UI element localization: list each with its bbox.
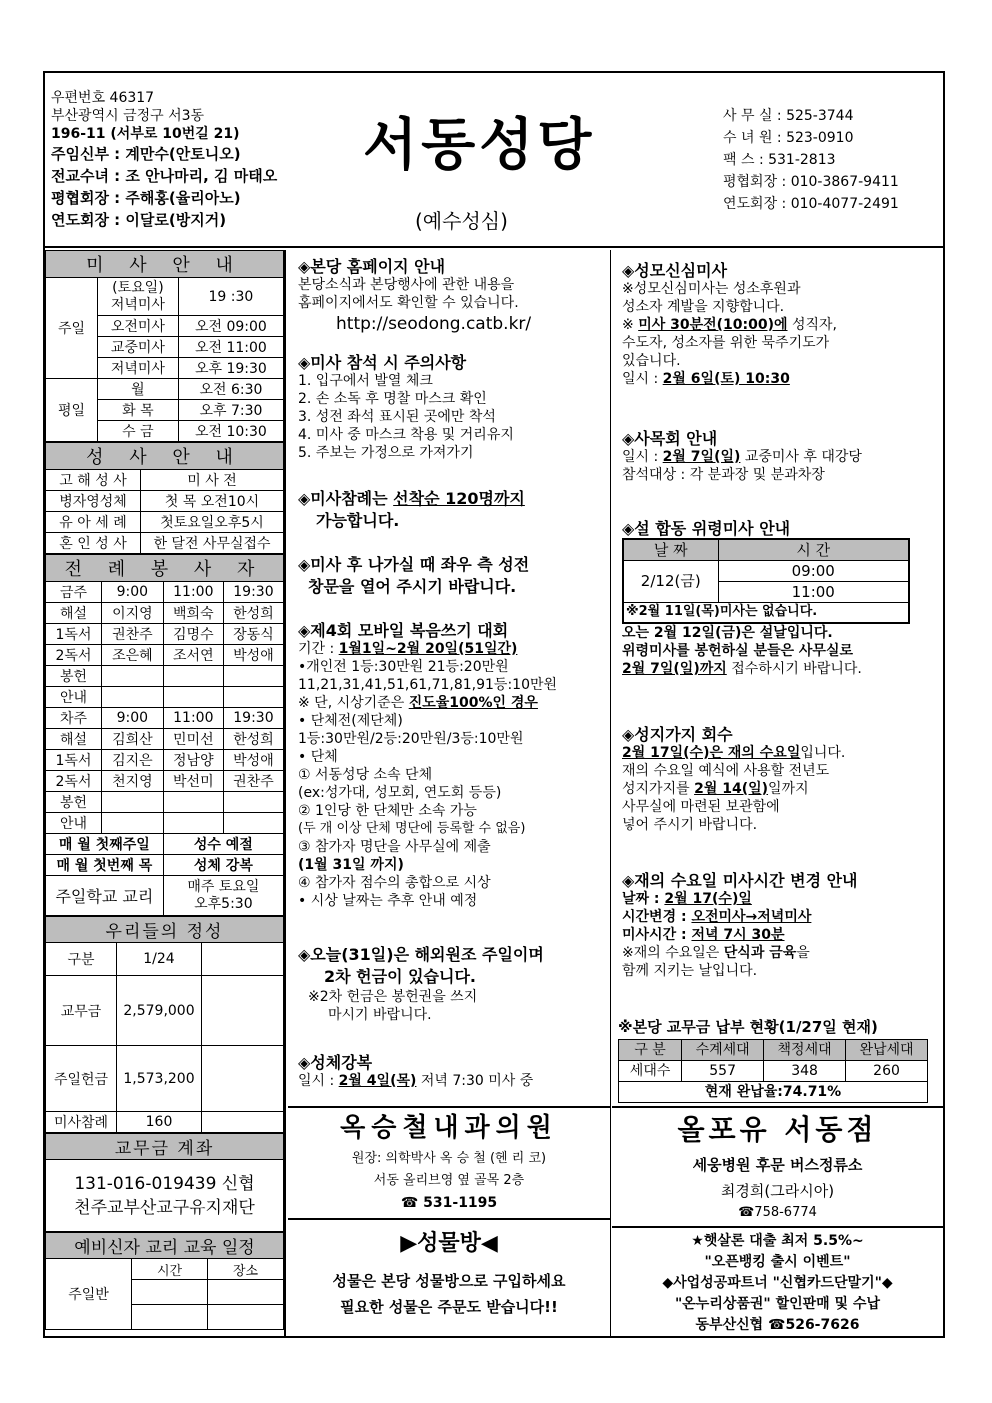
palm-text: 재의 수요일 예식에 사용할 전년도	[622, 763, 830, 779]
palm-heading: ◈성지가지 회수	[622, 725, 733, 744]
ash-note: 함께 지키는 날입니다.	[622, 963, 758, 979]
homepage-text: 홈페이지에서도 확인할 수 있습니다.	[298, 295, 519, 311]
offering-label: 미사참례	[46, 1112, 117, 1133]
marian-text: ※성모신심미사는 성소후원과	[622, 281, 801, 297]
server-name: 한성희	[223, 729, 283, 750]
mass-row: 교중미사	[98, 337, 179, 358]
offering-header: 구분	[46, 943, 117, 976]
mass-time: 오전 6:30	[178, 379, 283, 400]
contest-item: 1등:30만원/2등:20만원/3등:10만원	[298, 731, 524, 747]
server-name: 김명수	[163, 624, 223, 645]
gift-voucher: "온누리상품권" 할인판매 및 수납	[674, 1296, 881, 1312]
mass-time: 오후 19:30	[178, 358, 283, 379]
server-row	[46, 729, 284, 750]
mass-row: 화 목	[98, 400, 179, 421]
servers-week1	[46, 582, 284, 708]
server-name: 19:30	[223, 582, 283, 603]
middle-column	[288, 250, 611, 1106]
council-date: 2월 7일(일)	[662, 449, 741, 465]
server-name: 11:00	[163, 708, 223, 729]
mass-row: 월	[98, 379, 179, 400]
benediction: 성체 강복	[163, 855, 283, 876]
address-line1: 부산광역시 금정구 서3동	[51, 108, 205, 124]
account-holder: 천주교부산교구유지재단	[74, 1197, 255, 1218]
contest-criteria: ※ 단, 시상기준은	[298, 695, 409, 711]
new-year-text: 접수하시기 바랍니다.	[726, 661, 862, 677]
dues-heading: ※본당 교무금 납부 현황(1/27일 현재)	[618, 1018, 878, 1036]
openbanking-event: "오픈뱅킹 출시 이벤트"	[704, 1254, 851, 1270]
contest-item: (두 개 이상 단체 명단에 등록할 수 없음)	[298, 821, 526, 836]
attendance-rule: 2. 손 소독 후 명찰 마스크 확인	[298, 391, 487, 407]
nuns-tel: 수 녀 원 : 523-0910	[723, 130, 854, 146]
server-role: 금주	[46, 582, 102, 603]
mass-time: 오후 7:30	[178, 400, 283, 421]
sacrament-row: 혼 인 성 사	[46, 533, 141, 554]
council-place: 교중미사 후 대강당	[740, 449, 862, 465]
new-year-mass	[622, 520, 922, 678]
sacrament-time: 첫토요일오후5시	[141, 512, 284, 533]
limit-text2: 가능합니다.	[316, 511, 400, 530]
contest-item: ① 서동성당 소속 단체	[298, 767, 433, 783]
sacrament-row: 유 아 세 례	[46, 512, 141, 533]
gift-shop-title: ▶성물방◀	[400, 1231, 498, 1256]
account-title: 교무금 계좌	[46, 1134, 284, 1160]
sacrament-time: 미 사 전	[141, 470, 284, 491]
monthly-first-thursday: 매 월 첫번째 목	[46, 855, 164, 876]
server-row	[46, 582, 284, 603]
server-name: 9:00	[102, 582, 164, 603]
overseas-note: ※2차 헌금은 봉헌권을 쓰지	[308, 989, 478, 1005]
mass-title: 미 사 안 내	[46, 251, 284, 278]
adoration-label: 일시 :	[298, 1073, 339, 1089]
clinic-director: 원장: 의학박사 옥 승 철 (헨 리 코)	[351, 1151, 547, 1166]
server-role: 차주	[46, 708, 102, 729]
dues-table	[618, 1039, 928, 1103]
contest-item: ④ 참가자 점수의 총합으로 시상	[298, 875, 491, 891]
attendance-rule: 4. 미사 중 마스크 착용 및 거리유지	[298, 427, 514, 443]
server-row	[46, 687, 284, 708]
ny-header: 날 짜	[623, 539, 718, 560]
server-role: 1독서	[46, 750, 102, 771]
mass-time: 19 :30	[178, 278, 283, 316]
server-role: 안내	[46, 687, 102, 708]
sacrament-table	[45, 442, 284, 554]
adoration-heading: ◈성체강복	[298, 1053, 373, 1072]
contest-item: • 단체전(제단체)	[298, 713, 403, 729]
dues-header: 수계세대	[682, 1040, 764, 1061]
ash-note: 을	[796, 945, 810, 961]
pharmacy-name: 올포유 서동점	[677, 1113, 878, 1146]
server-name: 김지은	[102, 750, 164, 771]
server-name: 박선미	[163, 771, 223, 792]
holy-water-rite: 성수 예절	[163, 834, 283, 855]
right-column	[612, 250, 943, 1106]
council-tel: 평협회장 : 010-3867-9411	[723, 174, 899, 190]
postal-code: 우편번호 46317	[51, 90, 155, 106]
server-name: 권찬주	[223, 771, 283, 792]
credit-union-phone: 동부산신협 ☎526-7626	[695, 1317, 860, 1333]
server-name: 백희숙	[163, 603, 223, 624]
credit-union-ad	[612, 1226, 943, 1338]
server-name: 천지영	[102, 771, 164, 792]
new-year-text: 오는 2월 12일(금)은 설날입니다.	[622, 625, 833, 641]
palm-text: 넣어 주시기 바랍니다.	[622, 817, 758, 833]
clinic-ad	[288, 1106, 611, 1218]
attendance-notice	[298, 354, 514, 462]
sacrament-time: 한 달전 사무실접수	[141, 533, 284, 554]
server-name	[223, 792, 283, 813]
server-row	[46, 750, 284, 771]
attendance-rule: 1. 입구에서 발열 체크	[298, 373, 433, 389]
dues-header: 책정세대	[764, 1040, 846, 1061]
server-role: 안내	[46, 813, 102, 834]
new-year-deadline: 2월 7일(일)까지	[622, 661, 727, 677]
server-name: 19:30	[223, 708, 283, 729]
gift-shop-text: 성물은 본당 성물방으로 구입하세요	[332, 1272, 566, 1290]
marian-note: ※	[622, 317, 639, 333]
ash-change: 오전미사→저녁미사	[691, 909, 812, 925]
server-name	[223, 813, 283, 834]
attendance-rule: 5. 주보는 가정으로 가져가기	[298, 445, 474, 461]
homepage-heading: ◈본당 홈페이지 안내	[298, 257, 446, 276]
palm-text: 일까지	[768, 781, 809, 797]
palm-return	[622, 726, 845, 834]
adoration-date: 2월 4일(목)	[338, 1073, 417, 1089]
account-info	[46, 1160, 284, 1232]
server-name	[163, 813, 223, 834]
contest-item: • 시상 날짜는 추후 안내 예정	[298, 893, 478, 909]
contest-period-label: 기간 :	[298, 641, 339, 657]
attendance-heading: ◈미사 참석 시 주의사항	[298, 353, 467, 372]
server-row	[46, 792, 284, 813]
contest-item: • 단체	[298, 749, 338, 765]
address-line2: 196-11 (서부로 10번길 21)	[51, 126, 240, 142]
offering-label: 교무금	[46, 976, 117, 1046]
server-row	[46, 645, 284, 666]
window-notice	[298, 554, 529, 598]
pharmacy-location: 세웅병원 후문 버스정류소	[692, 1156, 863, 1174]
sacrament-title: 성 사 안 내	[46, 443, 284, 470]
server-row	[46, 708, 284, 729]
council-label: 일시 :	[622, 449, 663, 465]
adoration-time: 저녁 7:30 미사 중	[416, 1073, 534, 1089]
window-text2: 창문을 열어 주시기 바랍니다.	[308, 577, 517, 596]
youth-tel: 연도회장 : 010-4077-2491	[723, 196, 899, 212]
server-role: 1독서	[46, 624, 102, 645]
clinic-address: 서동 올리브영 옆 골목 2층	[373, 1173, 525, 1188]
sacrament-row: 병자영성체	[46, 491, 141, 512]
server-row	[46, 624, 284, 645]
contest-item: (ex:성가대, 성모회, 연도회 등등)	[298, 785, 502, 801]
ny-note: ※2월 11일(목)미사는 없습니다.	[623, 602, 909, 623]
server-name	[102, 813, 164, 834]
server-name	[102, 666, 164, 687]
limit-emphasis: 선착순 120명까지	[393, 489, 525, 508]
server-name	[223, 666, 283, 687]
contest-item: ③ 참가자 명단을 사무실에 제출	[298, 839, 491, 855]
clinic-phone: ☎ 531-1195	[400, 1195, 498, 1211]
catechumen-time: 시간	[132, 1259, 208, 1280]
marian-date: 2월 6일(토) 10:30	[662, 371, 790, 387]
ash-label: 미사시간 :	[622, 927, 692, 943]
catechumen-title: 예비신자 교리 교육 일정	[46, 1233, 284, 1259]
adoration-notice	[298, 1054, 533, 1090]
offering-title: 우리들의 정성	[46, 917, 284, 943]
server-name	[163, 792, 223, 813]
header	[45, 73, 943, 248]
card-terminal: ◆사업성공파트너 "신협카드단말기"◆	[662, 1275, 893, 1291]
palm-text: 성지가지를	[622, 781, 695, 797]
server-name: 박성애	[223, 645, 283, 666]
server-name: 한성희	[223, 603, 283, 624]
overseas-heading: ◈오늘(31일)은 해외원조 주일이며	[298, 945, 544, 964]
dues-rate: 현재 완납율:74.71%	[619, 1082, 928, 1103]
palm-date: 2월 17일(수)은 재의 수요일	[622, 745, 801, 761]
dues-header: 구 분	[619, 1040, 682, 1061]
youth-chair: 연도회장 : 이달로(방지거)	[51, 211, 227, 229]
homepage-url[interactable]: http://seodong.catb.kr/	[336, 314, 532, 334]
ash-date: 2월 17(수)일	[664, 891, 752, 907]
gift-shop-text: 필요한 성물은 주문도 받습니다!!	[340, 1298, 558, 1316]
server-name	[223, 687, 283, 708]
server-name: 조서연	[163, 645, 223, 666]
ash-note: ※재의 수요일은	[622, 945, 724, 961]
homepage-notice	[298, 258, 531, 336]
overseas-notice	[298, 944, 544, 1024]
sunday-label: 주일	[46, 278, 98, 379]
mass-time: 오전 09:00	[178, 316, 283, 337]
marian-mass	[622, 262, 837, 388]
priest: 주임신부 : 계만수(안토니오)	[51, 145, 241, 163]
server-name: 권찬주	[102, 624, 164, 645]
ash-wednesday	[622, 872, 858, 980]
mass-row: 저녁미사	[98, 358, 179, 379]
mass-row: 수 금	[98, 421, 179, 442]
server-row	[46, 666, 284, 687]
palm-text: 사무실에 마련된 보관함에	[622, 799, 780, 815]
council-attendees: 참석대상 : 각 분과장 및 분과차장	[622, 467, 825, 483]
server-name	[102, 792, 164, 813]
contest-heading: ◈제4회 모바일 복음쓰기 대회	[298, 621, 509, 640]
contact-info	[723, 105, 899, 215]
new-year-table	[622, 538, 910, 624]
server-role: 2독서	[46, 771, 102, 792]
fax-tel: 팩 스 : 531-2813	[723, 152, 836, 168]
mass-row: (토요일) 저녁미사	[98, 278, 179, 316]
contest-prize: 11,21,31,41,51,61,71,81,91등:10만원	[298, 677, 558, 693]
ash-label: 시간변경 :	[622, 909, 692, 925]
office-tel: 사 무 실 : 525-3744	[723, 108, 854, 124]
sisters: 전교수녀 : 조 안나마리, 김 마태오	[51, 167, 278, 185]
server-role: 봉헌	[46, 792, 102, 813]
offering-date: 1/24	[117, 943, 202, 976]
council-chair: 평협회장 : 주해홍(율리아노)	[51, 189, 241, 207]
dues-cell: 260	[846, 1061, 928, 1082]
dues-status	[618, 1018, 928, 1103]
server-name	[102, 687, 164, 708]
contest-prize: •개인전 1등:30만원 21등:20만원	[298, 659, 509, 675]
server-role: 해설	[46, 729, 102, 750]
server-name: 조은혜	[102, 645, 164, 666]
overseas-note2: 마시기 바랍니다.	[328, 1007, 432, 1023]
server-row	[46, 771, 284, 792]
weekday-label: 평일	[46, 379, 98, 442]
server-name	[163, 666, 223, 687]
server-name: 민미선	[163, 729, 223, 750]
server-name: 이지영	[102, 603, 164, 624]
dues-header: 완납세대	[846, 1040, 928, 1061]
servers-title: 전 례 봉 사 자	[46, 555, 284, 582]
server-name: 박성애	[223, 750, 283, 771]
account-number: 131-016-019439 신협	[74, 1173, 255, 1194]
ash-time: 저녁 7시 30분	[691, 927, 785, 943]
server-name: 김희산	[102, 729, 164, 750]
ny-time: 09:00	[718, 560, 909, 581]
left-column	[45, 250, 286, 1338]
mass-row: 오전미사	[98, 316, 179, 337]
mass-time: 오전 11:00	[178, 337, 283, 358]
mobile-contest	[298, 622, 557, 910]
limit-text: ◈미사참례는	[298, 489, 394, 508]
offering-table	[45, 916, 284, 1133]
contest-item: ② 1인당 한 단체만 소속 가능	[298, 803, 477, 819]
gift-shop-ad	[288, 1218, 611, 1338]
offering-label: 주일헌금	[46, 1046, 117, 1112]
catechumen-place: 장소	[208, 1259, 284, 1280]
sacrament-row: 고 해 성 사	[46, 470, 141, 491]
mass-schedule-table	[45, 250, 284, 442]
ny-header: 시 간	[718, 539, 909, 560]
overseas-text: 2차 헌금이 있습니다.	[324, 967, 476, 986]
server-name	[163, 687, 223, 708]
window-text: ◈미사 후 나가실 때 좌우 측 성전	[298, 555, 530, 574]
marian-text: 성소자 계발을 지향합니다.	[622, 299, 785, 315]
sacrament-time: 첫 목 오전10시	[141, 491, 284, 512]
parish-info	[51, 89, 277, 231]
new-year-text: 위령미사를 봉헌하실 분들은 사무실로	[622, 643, 854, 659]
catechumen-class: 주일반	[46, 1259, 132, 1330]
server-name: 9:00	[102, 708, 164, 729]
council-heading: ◈사목회 안내	[622, 429, 718, 448]
contest-criteria-emphasis: 진도율100%인 경우	[408, 695, 538, 711]
page-title: 서동성당	[363, 113, 596, 178]
server-name: 11:00	[163, 582, 223, 603]
pharmacy-ad	[612, 1106, 943, 1226]
server-role: 봉헌	[46, 666, 102, 687]
server-role: 해설	[46, 603, 102, 624]
homepage-text: 본당소식과 본당행사에 관한 내용을	[298, 277, 515, 293]
monthly-first-sunday: 매 월 첫째주일	[46, 834, 164, 855]
offering-value: 160	[117, 1112, 202, 1133]
new-year-heading: ◈설 합동 위령미사 안내	[622, 519, 791, 538]
server-name: 정남양	[163, 750, 223, 771]
contest-period: 1월1일~2월 20일(51일간)	[338, 641, 518, 657]
contest-item: (1월 31일 까지)	[298, 857, 404, 873]
dues-cell: 348	[764, 1061, 846, 1082]
catechumen-table	[45, 1232, 284, 1330]
server-row	[46, 603, 284, 624]
marian-heading: ◈성모신심미사	[622, 261, 728, 280]
servers-week2	[46, 708, 284, 834]
marian-date-label: 일시 :	[622, 371, 663, 387]
ny-time: 11:00	[718, 581, 909, 602]
mass-time: 오전 10:30	[178, 421, 283, 442]
marian-note2: 성직자,	[787, 317, 838, 333]
ash-label: 날짜 :	[622, 891, 665, 907]
offering-value: 1,573,200	[117, 1046, 202, 1112]
attendance-rule: 3. 성전 좌석 표시된 곳에만 착석	[298, 409, 496, 425]
dues-cell: 세대수	[619, 1061, 682, 1082]
loan-offer: ★햇살론 대출 최저 5.5%~	[691, 1233, 864, 1249]
server-role: 2독서	[46, 645, 102, 666]
bulletin-page	[43, 71, 945, 1338]
marian-text: 수도자, 성소자를 위한 묵주기도가	[622, 335, 830, 351]
dues-cell: 557	[682, 1061, 764, 1082]
pharmacy-owner: 최경희(그라시아)	[720, 1182, 835, 1200]
clinic-name: 옥승철내과의원	[340, 1113, 558, 1143]
marian-emphasis: 미사 30분전(10:00)에	[638, 317, 788, 333]
marian-text: 있습니다.	[622, 353, 681, 369]
offering-value: 2,579,000	[117, 976, 202, 1046]
palm-text: 입니다.	[800, 745, 846, 761]
sunday-school-time: 매주 토요일 오후5:30	[163, 876, 283, 916]
account-table	[45, 1133, 284, 1232]
server-row	[46, 813, 284, 834]
pastoral-council	[622, 430, 862, 484]
ny-date: 2/12(금)	[623, 560, 718, 602]
ash-heading: ◈재의 수요일 미사시간 변경 안내	[622, 871, 858, 890]
ash-fasting: 단식과 금육	[723, 945, 797, 961]
sunday-school: 주일학교 교리	[46, 876, 164, 916]
servers-table	[45, 554, 284, 916]
limit-notice	[298, 488, 525, 532]
page-subtitle: (예수성심)	[415, 209, 508, 233]
pharmacy-phone: ☎758-6774	[738, 1205, 817, 1220]
server-name: 장동식	[223, 624, 283, 645]
palm-deadline: 2월 14(일)	[694, 781, 769, 797]
